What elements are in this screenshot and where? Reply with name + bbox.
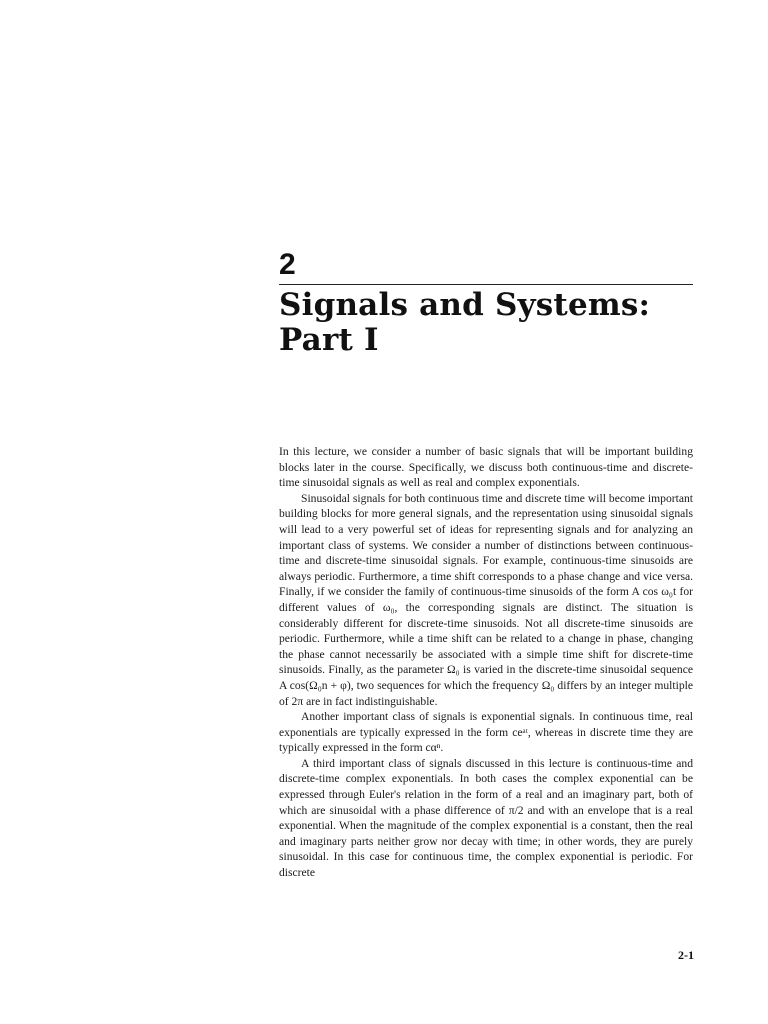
chapter-title [279, 288, 699, 358]
paragraph-complex-exponential: A third important class of signals discussed in this lecture is continuous-time and discrete-time complex exponentials. In both cases the complex exponential can be expressed through Euler's relation in the form of a real and an imaginary part, both of which are sinusoidal with a phase difference of π/2 and with an envelope that is a real exponential. When the magnitude of the complex exponential is a constant, then the real and imaginary parts neither grow nor decay with time; in other words, they are purely sinusoidal. In this case for continuous time, the complex exponential is periodic. For discrete [279, 756, 693, 880]
chapter-number: 2 [279, 248, 296, 281]
body-text [279, 444, 693, 881]
paragraph-sinusoidal: Sinusoidal signals for both continuous time and discrete time will become important building blocks for more general signals, and the representation using sinusoidal signals will lead to a very powerful set of ideas for representing signals and for analyzing an important class of systems. We consider a number of distinctions between continuous-time and discrete-time sinusoidal signals. For example, continuous-time sinusoids are always periodic. Furthermore, a time shift corresponds to a phase change and vice versa. Finally, if we consider the family of continuous-time sinusoids of the form A cos ω₀t for different values of ω₀, the corresponding signals are distinct. The situation is considerably different for discrete-time sinusoids. Not all discrete-time sinusoids are periodic. Furthermore, while a time shift can be related to a change in phase, changing the phase cannot necessarily be associated with a simple time shift for discrete-time sinusoids. Finally, as the parameter Ω₀ is varied in the discrete-time sinusoidal sequence A cos(Ω₀n + φ), two sequences for which the frequency Ω₀ differs by an integer multiple of 2π are in fact indistinguishable. [279, 491, 693, 708]
page-number: 2-1 [678, 948, 694, 962]
paragraph-intro: In this lecture, we consider a number of basic signals that will be important building blocks later in the course. Specifically, we discuss both continuous-time and discrete-time sinusoidal signals as well as real and complex exponentials. [279, 445, 693, 490]
chapter-title-line-2: Part I [279, 322, 379, 358]
chapter-title-line-1: Signals and Systems: [279, 287, 651, 323]
paragraph-exponential: Another important class of signals is exponential signals. In continuous time, real exponentials are typically expressed in the form ceᵃᵗ, whereas in discrete time they are typically expressed in the form cαⁿ. [279, 710, 693, 755]
chapter-divider [279, 284, 693, 285]
